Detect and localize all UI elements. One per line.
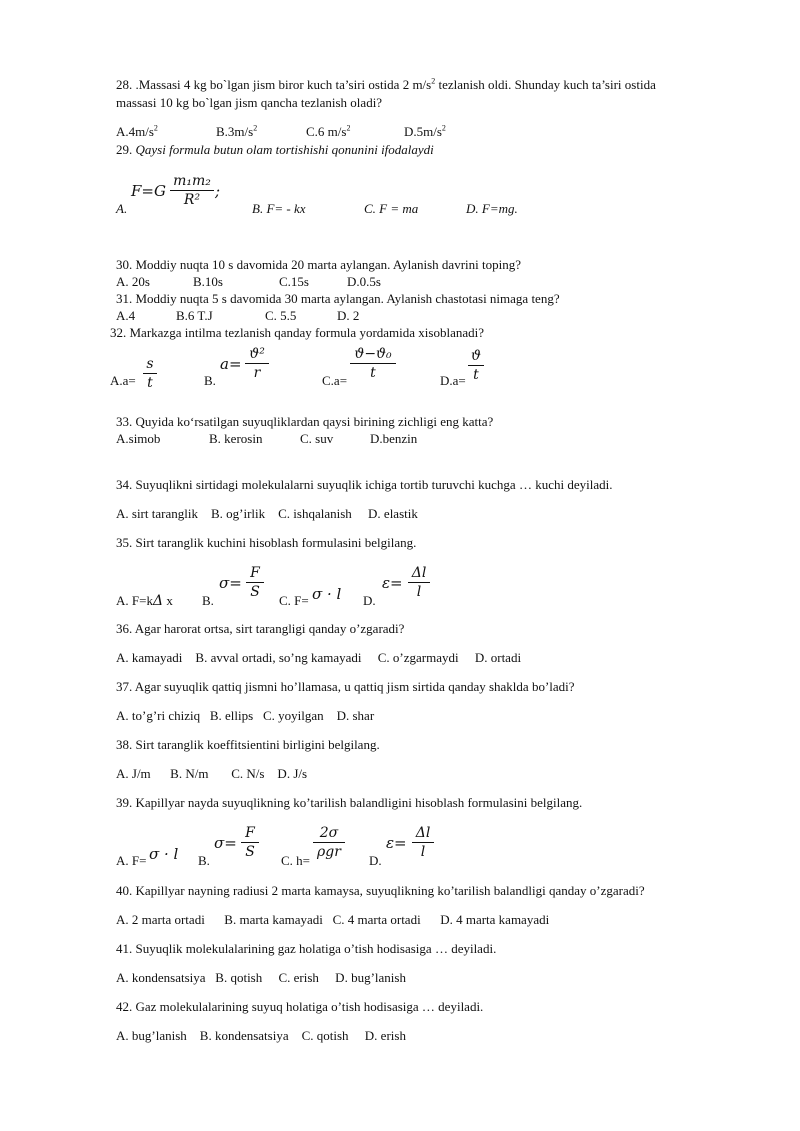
q28-option-d: $D.5m/s^2$ bbox=[404, 123, 446, 139]
q31-option-d: D. 2 bbox=[337, 308, 360, 323]
q33-option-c: C. suv bbox=[300, 431, 334, 446]
q32-option-a-fraction: $\frac{s}{t}$ bbox=[143, 355, 157, 392]
q30-option-d: D.0.5s bbox=[347, 274, 381, 289]
q38-options: A. J/m B. N/m C. N/s D. J/s bbox=[116, 766, 308, 781]
q42-options: A. bug’lanish B. kondensatsiya C. qotish D. erish bbox=[116, 1028, 406, 1043]
q39-option-d-label: D. bbox=[369, 853, 382, 868]
question-34: 34. Suyuqlikni sirtidagi molekulalarni suyuqlik ichiga tortib turuvchi kuchga … kuchi deyiladi. bbox=[116, 477, 613, 492]
q39-option-d-left: ε= bbox=[386, 834, 407, 852]
q29-option-a-label: A. bbox=[116, 201, 128, 216]
q30-option-c: C.15s bbox=[279, 274, 309, 289]
q39-option-c-label: C. h= bbox=[281, 853, 311, 868]
q33-option-b: B. kerosin bbox=[209, 431, 263, 446]
q35-option-d-fraction: $\frac{\Delta l}{l}$ bbox=[408, 564, 430, 601]
q31-option-c: C. 5.5 bbox=[265, 308, 297, 323]
q35-option-c-label: C. F= bbox=[279, 593, 309, 608]
q34-options: A. sirt taranglik B. og’irlik C. ishqalanish D. elastik bbox=[116, 506, 418, 521]
q35-option-c-formula: σ · l bbox=[312, 585, 342, 603]
question-42: 42. Gaz molekulalarining suyuq holatiga o’tish hodisasiga … deyiladi. bbox=[116, 999, 484, 1014]
q35-option-b-fraction: $\frac{F}{S}$ bbox=[246, 564, 264, 601]
q39-option-d-fraction: $\frac{\Delta l}{l}$ bbox=[412, 824, 434, 861]
q35-option-b-left: σ= bbox=[219, 574, 242, 592]
question-32: 32. Markazga intilma tezlanish qanday formula yordamida xisoblanadi? bbox=[110, 325, 484, 340]
q29-formula-semicolon: ; bbox=[215, 182, 221, 200]
question-40: 40. Kapillyar nayning radiusi 2 marta kamaysa, suyuqlikning ko’tarilish balandligi qanday o’zgaradi? bbox=[116, 883, 645, 898]
q32-option-a-label: A.a= bbox=[110, 373, 136, 388]
q29-option-b: B. F= - kx bbox=[252, 201, 306, 216]
q30-option-a: A. 20s bbox=[116, 274, 150, 289]
q32-option-d-label: D.a= bbox=[440, 373, 466, 388]
q32-option-b-label: B. bbox=[204, 373, 216, 388]
q39-option-b-fraction: $\frac{F}{S}$ bbox=[241, 824, 259, 861]
q39-option-b-left: σ= bbox=[214, 834, 237, 852]
q35-option-a: A. F=kΔ x bbox=[116, 593, 173, 609]
question-28-line2: massasi 10 kg bo`lgan jism qancha tezlanish oladi? bbox=[116, 95, 383, 110]
question-30: 30. Moddiy nuqta 10 s davomida 20 marta aylangan. Aylanish davrini toping? bbox=[116, 257, 521, 272]
q32-option-d-fraction: $\frac{ϑ}{t}$ bbox=[468, 347, 484, 384]
q35-option-d-label: D. bbox=[363, 593, 376, 608]
question-36: 36. Agar harorat ortsa, sirt tarangligi qanday o’zgaradi? bbox=[116, 621, 405, 636]
q32-option-c-fraction: $\frac{\text{ϑ−ϑ₀}}{t}$ bbox=[350, 345, 396, 382]
q32-option-c-label: C.a= bbox=[322, 373, 348, 388]
q39-option-b-label: B. bbox=[198, 853, 210, 868]
question-37: 37. Agar suyuqlik qattiq jismni ho’llamasa, u qattiq jism sirtida qanday shaklda bo’ladi? bbox=[116, 679, 575, 694]
question-38: 38. Sirt taranglik koeffitsientini birligini belgilang. bbox=[116, 737, 380, 752]
q32-option-b-left: a= bbox=[220, 355, 242, 373]
q39-option-a-label: A. F= bbox=[116, 853, 147, 868]
q30-option-b: B.10s bbox=[193, 274, 223, 289]
q29-option-d: D. F=mg. bbox=[466, 201, 518, 216]
q29-formula-left: F=G bbox=[131, 182, 166, 200]
q35-option-b-label: B. bbox=[202, 593, 214, 608]
q39-option-a-formula: σ · l bbox=[149, 845, 179, 863]
q33-option-d: D.benzin bbox=[370, 431, 418, 446]
question-31: 31. Moddiy nuqta 5 s davomida 30 marta aylangan. Aylanish chastotasi nimaga teng? bbox=[116, 291, 560, 306]
q39-option-c-fraction: 2σ ρgr bbox=[313, 824, 345, 861]
q36-options: A. kamayadi B. avval ortadi, so’ng kamayadi C. o’zgarmaydi D. ortadi bbox=[116, 650, 522, 665]
q29-option-c: C. F = ma bbox=[364, 201, 419, 216]
question-35: 35. Sirt taranglik kuchini hisoblash formulasini belgilang. bbox=[116, 535, 417, 550]
q31-option-b: B.6 T.J bbox=[176, 308, 213, 323]
question-41: 41. Suyuqlik molekulalarining gaz holatiga o’tish hodisasiga … deyiladi. bbox=[116, 941, 497, 956]
question-29: 29. Qaysi formula butun olam tortishishi qonunini ifodalaydi bbox=[116, 142, 434, 157]
question-28-line1: 28. .Massasi 4 kg bo`lgan jism biror kuch ta’siri ostida 2 $m/s^2$ tezlanish oldi. Shunday kuch ta’siri ostida bbox=[116, 76, 656, 92]
question-39: 39. Kapillyar nayda suyuqlikning ko’tarilish balandligini hisoblash formulasini belgilang. bbox=[116, 795, 583, 810]
q28-option-b: $B.3m/s^2$ bbox=[216, 123, 258, 139]
q32-option-b-fraction: $\frac{\text{ϑ²}}{r}$ bbox=[245, 345, 269, 382]
q37-options: A. to’g’ri chiziq B. ellips C. yoyilgan D. shar bbox=[116, 708, 375, 723]
q41-options: A. kondensatsiya B. qotish C. erish D. bug’lanish bbox=[116, 970, 406, 985]
q29-formula-fraction: $\frac{\text{m₁m₂}}{\text{R²}}$ bbox=[170, 172, 214, 209]
q31-option-a: A.4 bbox=[116, 308, 136, 323]
q40-options: A. 2 marta ortadi B. marta kamayadi C. 4 marta ortadi D. 4 marta kamayadi bbox=[116, 912, 550, 927]
q28-option-c: C.6 $m/s^2$ bbox=[306, 123, 351, 139]
question-33: 33. Quyida ko‘rsatilgan suyuqliklardan qaysi birining zichligi eng katta? bbox=[116, 414, 494, 429]
q35-option-d-left: ε= bbox=[382, 574, 403, 592]
q28-option-a: $A.4m/s^2$ bbox=[116, 123, 158, 139]
q33-option-a: A.simob bbox=[116, 431, 161, 446]
